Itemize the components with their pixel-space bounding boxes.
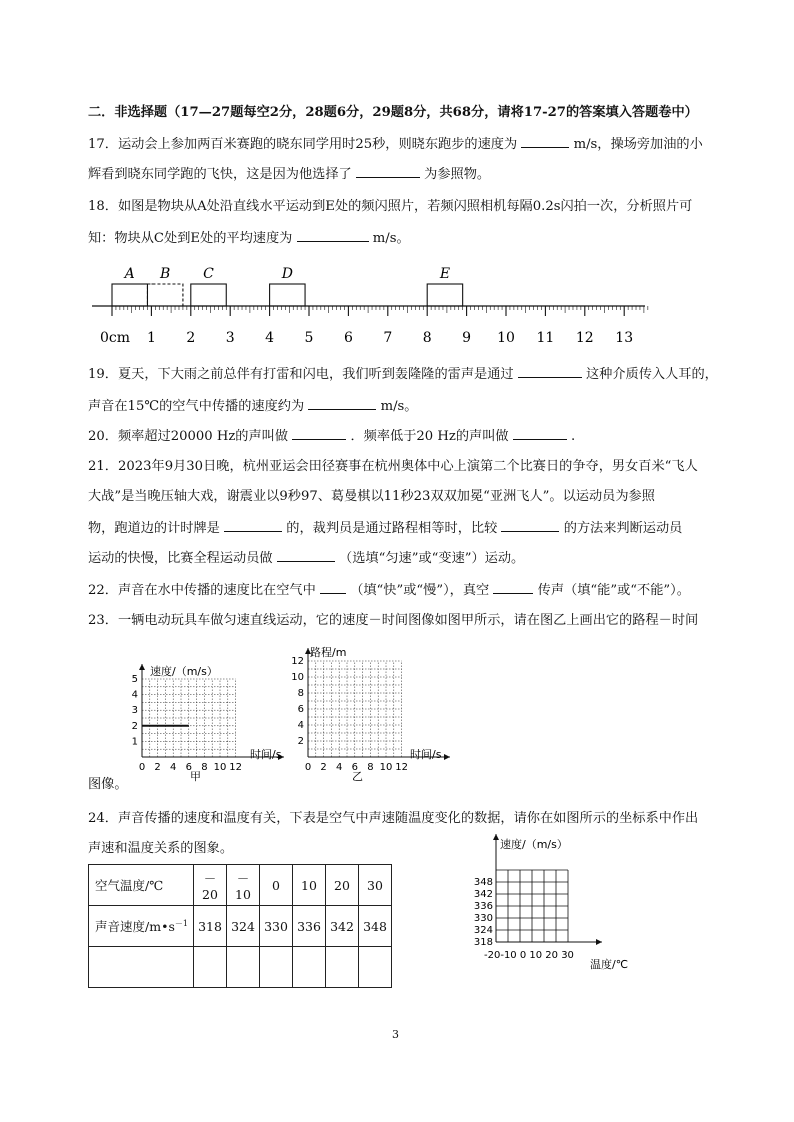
- ruler-figure: [90, 262, 650, 348]
- ruler-label: 11: [536, 330, 555, 346]
- q19-blank-medium[interactable]: [518, 364, 582, 378]
- ruler-label: 2: [186, 330, 196, 346]
- x-axis-arrow: [444, 754, 450, 760]
- graph-yi-caption: 乙: [352, 770, 363, 783]
- q18-line2: [88, 228, 410, 248]
- x-tick-label: 12: [395, 762, 408, 773]
- q19-line1: [88, 364, 718, 384]
- temp-cell: 30: [359, 865, 392, 906]
- q20-text-a: 20．频率超过20000 Hz的声叫做: [88, 429, 289, 444]
- graph-sound-speed: [462, 830, 642, 976]
- q19-text-a: 19．夏天，下大雨之前总伴有打雷和闪电，我们听到轰隆隆的雷声是通过: [88, 367, 514, 382]
- block-C: [191, 284, 226, 306]
- q21-blank-method[interactable]: [501, 518, 559, 532]
- q20-text-c: .: [570, 429, 576, 444]
- q17-blank-speed[interactable]: [521, 134, 569, 148]
- q22-blank-faster[interactable]: [320, 580, 346, 594]
- y-tick-label: 342: [473, 889, 493, 900]
- speed-cell: 318: [194, 906, 227, 947]
- graph-yi-ylabel: 路程/m: [310, 646, 347, 659]
- ruler-blocks: [112, 266, 463, 306]
- y-axis-arrow: [139, 664, 145, 670]
- q17-text-c: 辉看到晓东同学跑的飞快，这是因为他选择了: [88, 167, 352, 182]
- y-tick-label: 4: [297, 720, 304, 731]
- q23-line1: 23．一辆电动玩具车做匀速直线运动，它的速度－时间图像如图甲所示，请在图乙上画出它的路程－时间: [88, 613, 699, 628]
- table-row-empty: [89, 947, 392, 988]
- q21-line3: [88, 518, 682, 538]
- row2-header-text: 声音速度/m•s: [95, 919, 175, 934]
- block-A: [112, 284, 147, 306]
- q21-line2: 大战”是当晚压轴大戏，谢震业以9秒97、葛曼棋以11秒23双双加冕“亚洲飞人”。以运动员为参照: [88, 489, 655, 504]
- y-tick-label: 4: [131, 689, 138, 701]
- row1-header: 空气温度/℃: [89, 865, 194, 906]
- q22-text-a: 22．声音在水中传播的速度比在空气中: [88, 583, 316, 598]
- ruler-label: 3: [225, 330, 235, 346]
- graph-sound-ylabel: 速度/（m/s）: [500, 838, 568, 851]
- ruler-ticks: [112, 306, 648, 316]
- x-tick-label: 12: [229, 762, 242, 773]
- q21-text-e: （选填“匀速”或“变速”）运动。: [339, 551, 525, 566]
- y-tick-label: 3: [131, 705, 138, 717]
- graph-jia: [124, 656, 294, 784]
- q20-blank-infrasonic[interactable]: [513, 426, 567, 440]
- empty-cell[interactable]: [326, 947, 359, 988]
- temp-cell: 20: [326, 865, 359, 906]
- ruler-label: 9: [462, 330, 472, 346]
- y-tick-label: 10: [291, 672, 304, 683]
- q20-blank-ultrasonic[interactable]: [292, 426, 346, 440]
- block-label-B: B: [160, 266, 171, 282]
- q22-text-c: 传声（填“能”或“不能”）。: [537, 583, 690, 598]
- graph-jia-grid: [142, 679, 236, 757]
- ruler-label: 6: [343, 330, 353, 346]
- q17-line1: [88, 134, 703, 154]
- graph-sound-xticks: -20-10 0 10 20 30: [484, 950, 574, 961]
- q24-line2: 声速和温度关系的图象。: [88, 841, 234, 856]
- x-tick-label: 8: [367, 762, 374, 773]
- y-tick-label: 324: [473, 925, 493, 936]
- empty-cell[interactable]: [227, 947, 260, 988]
- q17-line2: [88, 164, 490, 184]
- y-tick-label: 8: [297, 688, 304, 699]
- q17-text-b: m/s，操场旁加油的小: [573, 137, 703, 152]
- q22-blank-vacuum[interactable]: [493, 580, 533, 594]
- block-E: [427, 284, 462, 306]
- q21-blank-motion[interactable]: [224, 518, 282, 532]
- q21-text-d: 运动的快慢，比赛全程运动员做: [88, 551, 273, 566]
- speed-cell: 336: [293, 906, 326, 947]
- q18-line1: 18．如图是物块从A处沿直线水平运动到E处的频闪照片，若频闪照相机每隔0.2s闪拍一次，分析照片可: [88, 199, 693, 214]
- x-tick-label: 0: [304, 762, 312, 773]
- temp-cell: －10: [227, 865, 260, 906]
- temp-cell: 10: [293, 865, 326, 906]
- ruler-label: 13: [615, 330, 634, 346]
- x-tick-label: 4: [170, 762, 177, 773]
- graph-sound-axes: [474, 834, 602, 948]
- q21-line4: [88, 548, 524, 568]
- block-B: [147, 284, 182, 306]
- row2-header-sup: －1: [174, 918, 188, 928]
- graph-jia-ylabel: 速度/（m/s）: [150, 665, 218, 678]
- q18-blank-speed[interactable]: [297, 228, 369, 242]
- x-tick-label: 2: [320, 762, 327, 773]
- q17-text-a: 17．运动会上参加两百米赛跑的晓东同学用时25秒，则晓东跑步的速度为: [88, 137, 518, 152]
- graph-yi-xlabel: 时间/s: [410, 748, 442, 761]
- y-tick-label: 330: [473, 913, 493, 924]
- y-axis-arrow: [493, 834, 499, 840]
- q21-blank-type[interactable]: [277, 548, 335, 562]
- y-tick-label: 1: [131, 736, 138, 748]
- graph-sound-xlabel: 温度/℃: [590, 958, 629, 971]
- empty-cell[interactable]: [293, 947, 326, 988]
- empty-cell[interactable]: [194, 947, 227, 988]
- q19-text-c: 声音在15℃的空气中传播的速度约为: [88, 399, 305, 414]
- x-tick-label: 10: [379, 762, 393, 773]
- q22-line: [88, 580, 690, 600]
- block-label-E: E: [439, 266, 451, 282]
- table-row: [89, 906, 392, 947]
- q18-text-a: 知：物块从C处到E处的平均速度为: [88, 231, 293, 246]
- block-label-A: A: [124, 266, 135, 282]
- block-label-C: C: [203, 266, 214, 282]
- ruler-labels: [100, 330, 633, 346]
- section-title: 二．非选择题（17—27题每空2分，28题6分，29题8分，共68分，请将17-27的答案填入答题卷中）: [88, 105, 698, 120]
- block-D: [270, 284, 305, 306]
- sound-speed-table: [88, 864, 392, 988]
- ruler-label: 4: [265, 330, 275, 346]
- q21-text-a: 物，跑道边的计时牌是: [88, 521, 220, 536]
- x-tick-label: 2: [154, 762, 161, 773]
- page-number: 3: [392, 1028, 399, 1041]
- graph-sound-grid: [496, 870, 568, 942]
- q18-text-b: m/s。: [372, 231, 410, 246]
- x-tick-label: 0: [138, 762, 146, 773]
- q19-text-d: m/s。: [380, 399, 418, 414]
- row2-header: [89, 906, 194, 947]
- q19-text-b: 这种介质传入人耳的，: [586, 367, 718, 382]
- graph-yi: [288, 644, 458, 784]
- speed-cell: 342: [326, 906, 359, 947]
- empty-cell[interactable]: [359, 947, 392, 988]
- x-tick-label: 8: [201, 762, 208, 773]
- ruler-label: 7: [383, 330, 393, 346]
- y-tick-label: 348: [473, 877, 493, 888]
- y-tick-label: 5: [131, 674, 138, 685]
- empty-cell[interactable]: [89, 947, 194, 988]
- y-tick-label: 318: [473, 937, 493, 948]
- ruler-label: 0cm: [100, 330, 131, 346]
- q21-text-c: 的方法来判断运动员: [563, 521, 683, 536]
- q21-text-b: 的，裁判员是通过路程相等时，比较: [286, 521, 498, 536]
- q20-line: [88, 426, 575, 446]
- y-tick-label: 2: [297, 736, 304, 747]
- graph-jia-caption: 甲: [190, 770, 201, 783]
- q21-line1: 21．2023年9月30日晚，杭州亚运会田径赛事在杭州奥体中心上演第二个比赛日的争夺，男女百米“飞人: [88, 459, 698, 474]
- q20-text-b: ．频率低于20 Hz的声叫做: [350, 429, 509, 444]
- y-tick-label: 6: [297, 704, 304, 715]
- x-tick-label: 6: [185, 762, 192, 773]
- q19-blank-speed[interactable]: [308, 396, 376, 410]
- ruler-label: 8: [422, 330, 432, 346]
- x-tick-label: 6: [351, 762, 358, 773]
- x-axis-arrow: [596, 939, 602, 945]
- temp-cell: 0: [260, 865, 293, 906]
- q19-line2: [88, 396, 417, 416]
- speed-cell: 330: [260, 906, 293, 947]
- ruler-label: 10: [497, 330, 515, 346]
- graph-yi-grid: [308, 661, 402, 757]
- block-label-D: D: [281, 266, 293, 282]
- speed-cell: 324: [227, 906, 260, 947]
- graph-jia-xlabel: 时间/s: [250, 748, 282, 761]
- y-tick-label: 336: [473, 901, 493, 912]
- speed-cell: 348: [359, 906, 392, 947]
- q22-text-b: （填“快”或“慢”），真空: [350, 583, 490, 598]
- ruler-label: 5: [304, 330, 314, 346]
- x-tick-label: 4: [336, 762, 343, 773]
- q17-text-d: 为参照物。: [424, 167, 491, 182]
- ruler-label: 12: [575, 330, 594, 346]
- ruler-label: 1: [146, 330, 156, 346]
- q23-line2: 图像。: [88, 777, 128, 792]
- table-row: [89, 865, 392, 906]
- x-tick-label: 10: [213, 762, 227, 773]
- y-tick-label: 12: [291, 656, 304, 667]
- q17-blank-reference[interactable]: [356, 164, 420, 178]
- y-tick-label: 2: [131, 720, 138, 732]
- q24-line1: 24．声音传播的速度和温度有关，下表是空气中声速随温度变化的数据，请你在如图所示的坐标系中作出: [88, 811, 699, 826]
- empty-cell[interactable]: [260, 947, 293, 988]
- temp-cell: －20: [194, 865, 227, 906]
